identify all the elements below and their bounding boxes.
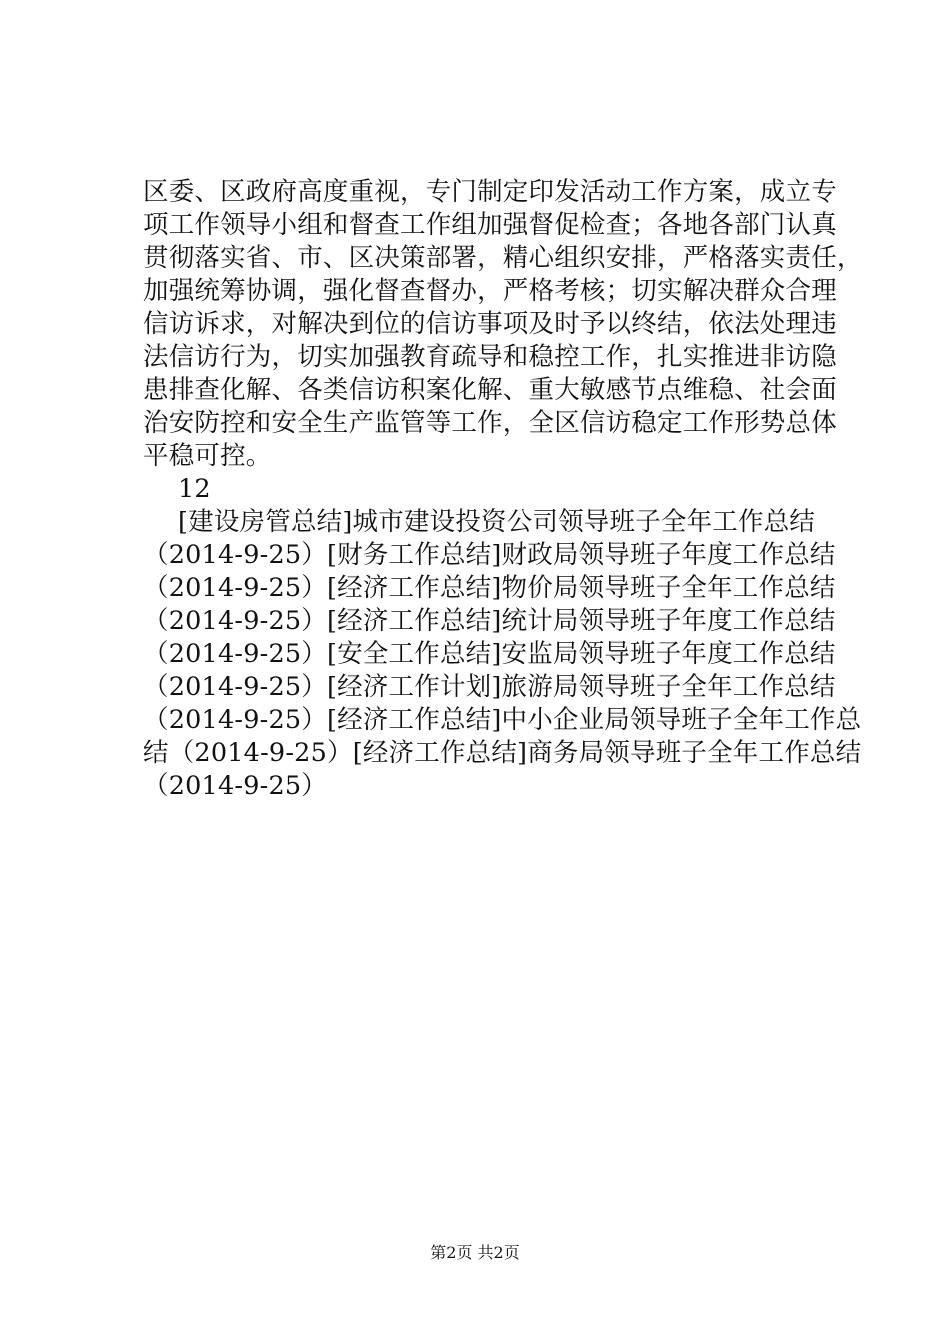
related-article-line: （2014-9-25）[安全工作总结]安监局领导班子年度工作总结 bbox=[143, 639, 836, 669]
paragraph-line: 治安防控和安全生产监管等工作，全区信访稳定工作形势总体 bbox=[143, 408, 837, 438]
page-number-footer: 第2页 共2页 bbox=[430, 1243, 520, 1262]
paragraph-line: 贯彻落实省、市、区决策部署，精心组织安排，严格落实责任， bbox=[143, 243, 863, 273]
related-article-line: （2014-9-25） bbox=[143, 771, 327, 801]
related-article-line: 结（2014-9-25）[经济工作总结]商务局领导班子全年工作总结 bbox=[143, 738, 862, 768]
paragraph-line: 项工作领导小组和督查工作组加强督促检查；各地各部门认真 bbox=[143, 210, 837, 240]
paragraph-line: 加强统筹协调，强化督查督办，严格考核；切实解决群众合理 bbox=[143, 276, 837, 306]
paragraph-line: 患排查化解、各类信访积案化解、重大敏感节点维稳、社会面 bbox=[143, 375, 837, 405]
paragraph-line: 法信访行为，切实加强教育疏导和稳控工作，扎实推进非访隐 bbox=[143, 342, 837, 372]
related-article-line: （2014-9-25）[经济工作总结]中小企业局领导班子全年工作总 bbox=[143, 705, 862, 735]
section-number: 12 bbox=[178, 474, 211, 504]
related-article-line: （2014-9-25）[经济工作总结]统计局领导班子年度工作总结 bbox=[143, 606, 836, 636]
related-article-line: [建设房管总结]城市建设投资公司领导班子全年工作总结 bbox=[178, 507, 816, 537]
paragraph-line: 区委、区政府高度重视，专门制定印发活动工作方案，成立专 bbox=[143, 177, 837, 207]
paragraph-line: 信访诉求，对解决到位的信访事项及时予以终结，依法处理违 bbox=[143, 309, 837, 339]
related-article-line: （2014-9-25）[经济工作计划]旅游局领导班子全年工作总结 bbox=[143, 672, 836, 702]
related-article-line: （2014-9-25）[经济工作总结]物价局领导班子全年工作总结 bbox=[143, 573, 836, 603]
paragraph-line: 平稳可控。 bbox=[143, 441, 272, 471]
related-article-line: （2014-9-25）[财务工作总结]财政局领导班子年度工作总结 bbox=[143, 540, 836, 570]
